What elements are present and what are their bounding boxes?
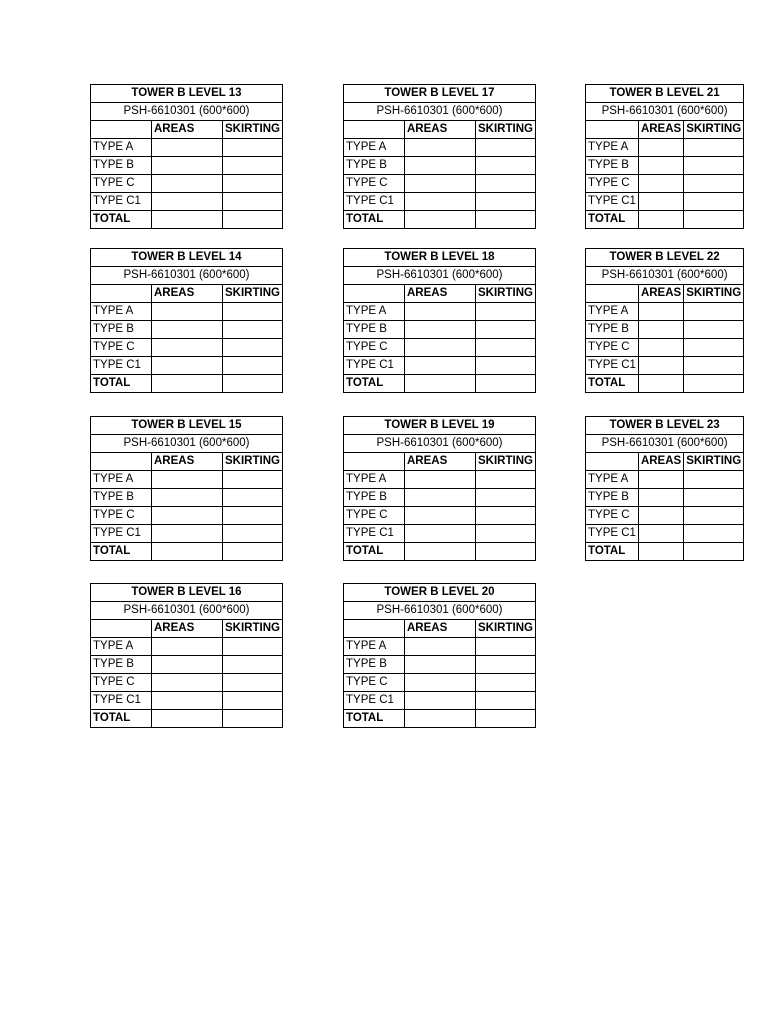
column-header-skirting: SKIRTING [476,285,536,303]
skirting-cell [684,303,744,321]
level-table [343,583,536,728]
skirting-cell [476,525,536,543]
product-code: PSH-6610301 (600*600) [91,602,283,620]
total-label: TOTAL [344,211,405,229]
skirting-cell [223,692,283,710]
skirting-cell [476,303,536,321]
row-label: TYPE B [586,321,639,339]
row-label: TYPE B [91,157,152,175]
skirting-cell [476,638,536,656]
row-label: TYPE C [344,339,405,357]
table-title: TOWER B LEVEL 20 [344,584,536,602]
table-title: TOWER B LEVEL 23 [586,417,744,435]
column-header-skirting: SKIRTING [684,285,744,303]
header-blank-cell [91,453,152,471]
row-label: TYPE C [91,175,152,193]
row-label: TYPE B [91,321,152,339]
skirting-cell [684,193,744,211]
skirting-cell [476,321,536,339]
areas-cell [405,489,476,507]
areas-cell [152,471,223,489]
total-label: TOTAL [344,543,405,561]
table-title: TOWER B LEVEL 17 [344,85,536,103]
skirting-total-cell [476,543,536,561]
row-label: TYPE C [91,339,152,357]
row-label: TYPE A [586,303,639,321]
level-table [90,416,283,561]
column-header-areas: AREAS [152,285,223,303]
column-header-areas: AREAS [638,285,683,303]
areas-cell [638,525,683,543]
skirting-total-cell [476,211,536,229]
header-blank-cell [91,121,152,139]
skirting-cell [223,175,283,193]
skirting-cell [684,175,744,193]
product-code: PSH-6610301 (600*600) [344,602,536,620]
areas-cell [405,303,476,321]
column-header-skirting: SKIRTING [223,620,283,638]
skirting-cell [476,139,536,157]
row-label: TYPE C1 [91,692,152,710]
areas-cell [152,139,223,157]
areas-cell [638,321,683,339]
row-label: TYPE C [586,339,639,357]
skirting-total-cell [223,211,283,229]
areas-cell [152,157,223,175]
areas-cell [152,321,223,339]
row-label: TYPE C1 [586,525,639,543]
areas-total-cell [405,543,476,561]
areas-total-cell [405,211,476,229]
header-blank-cell [344,453,405,471]
skirting-cell [223,303,283,321]
product-code: PSH-6610301 (600*600) [91,103,283,121]
areas-cell [405,656,476,674]
row-label: TYPE B [586,157,639,175]
skirting-cell [476,489,536,507]
skirting-cell [684,525,744,543]
product-code: PSH-6610301 (600*600) [586,435,744,453]
header-blank-cell [586,121,639,139]
product-code: PSH-6610301 (600*600) [91,267,283,285]
skirting-cell [223,656,283,674]
level-table [90,583,283,728]
skirting-cell [476,692,536,710]
row-label: TYPE C1 [586,193,639,211]
column-header-areas: AREAS [638,121,683,139]
areas-cell [638,339,683,357]
areas-total-cell [405,710,476,728]
header-blank-cell [344,620,405,638]
skirting-cell [476,357,536,375]
column-header-skirting: SKIRTING [476,620,536,638]
skirting-cell [476,471,536,489]
row-label: TYPE A [91,139,152,157]
areas-cell [405,525,476,543]
areas-total-cell [405,375,476,393]
table-title: TOWER B LEVEL 15 [91,417,283,435]
areas-total-cell [152,543,223,561]
skirting-cell [476,175,536,193]
row-label: TYPE A [586,139,639,157]
areas-cell [152,507,223,525]
row-label: TYPE C [91,674,152,692]
row-label: TYPE C [586,507,639,525]
skirting-cell [684,489,744,507]
row-label: TYPE B [344,321,405,339]
areas-cell [405,692,476,710]
skirting-total-cell [476,710,536,728]
row-label: TYPE A [344,638,405,656]
skirting-cell [476,157,536,175]
skirting-cell [684,139,744,157]
table-title: TOWER B LEVEL 14 [91,249,283,267]
table-title: TOWER B LEVEL 13 [91,85,283,103]
row-label: TYPE C [91,507,152,525]
areas-total-cell [638,543,683,561]
level-table [343,416,536,561]
areas-cell [638,157,683,175]
row-label: TYPE B [344,489,405,507]
skirting-cell [684,507,744,525]
skirting-cell [223,507,283,525]
row-label: TYPE C1 [586,357,639,375]
areas-cell [638,489,683,507]
row-label: TYPE A [344,139,405,157]
skirting-cell [684,339,744,357]
skirting-cell [223,674,283,692]
row-label: TYPE C1 [344,193,405,211]
areas-total-cell [152,710,223,728]
areas-cell [405,175,476,193]
row-label: TYPE B [344,157,405,175]
areas-cell [152,638,223,656]
row-label: TYPE C [344,175,405,193]
areas-cell [152,489,223,507]
skirting-cell [223,339,283,357]
areas-total-cell [638,211,683,229]
areas-cell [152,175,223,193]
skirting-total-cell [684,375,744,393]
column-header-areas: AREAS [405,620,476,638]
level-table [343,248,536,393]
areas-cell [152,357,223,375]
skirting-cell [476,193,536,211]
row-label: TYPE C1 [344,692,405,710]
level-table [90,84,283,229]
table-title: TOWER B LEVEL 16 [91,584,283,602]
column-header-areas: AREAS [405,453,476,471]
areas-total-cell [152,375,223,393]
column-header-skirting: SKIRTING [223,453,283,471]
total-label: TOTAL [586,543,639,561]
product-code: PSH-6610301 (600*600) [344,267,536,285]
header-blank-cell [586,285,639,303]
areas-total-cell [152,211,223,229]
column-header-areas: AREAS [152,121,223,139]
column-header-areas: AREAS [638,453,683,471]
row-label: TYPE C1 [344,525,405,543]
areas-cell [405,674,476,692]
areas-cell [638,175,683,193]
areas-cell [405,157,476,175]
product-code: PSH-6610301 (600*600) [91,435,283,453]
skirting-cell [223,357,283,375]
row-label: TYPE C1 [344,357,405,375]
row-label: TYPE B [344,656,405,674]
skirting-cell [476,339,536,357]
areas-cell [405,139,476,157]
column-header-skirting: SKIRTING [223,121,283,139]
column-header-areas: AREAS [405,285,476,303]
header-blank-cell [586,453,639,471]
skirting-cell [684,321,744,339]
total-label: TOTAL [586,211,639,229]
skirting-cell [223,321,283,339]
table-title: TOWER B LEVEL 22 [586,249,744,267]
skirting-total-cell [476,375,536,393]
skirting-cell [476,507,536,525]
skirting-cell [684,471,744,489]
row-label: TYPE A [344,471,405,489]
skirting-cell [223,139,283,157]
areas-cell [405,321,476,339]
level-table [585,84,744,229]
total-label: TOTAL [91,543,152,561]
row-label: TYPE C1 [91,525,152,543]
row-label: TYPE C [586,175,639,193]
row-label: TYPE B [586,489,639,507]
areas-cell [152,656,223,674]
skirting-total-cell [223,543,283,561]
row-label: TYPE C [344,507,405,525]
skirting-cell [684,357,744,375]
skirting-cell [223,193,283,211]
column-header-areas: AREAS [152,453,223,471]
skirting-total-cell [223,375,283,393]
row-label: TYPE A [91,471,152,489]
product-code: PSH-6610301 (600*600) [344,103,536,121]
column-header-skirting: SKIRTING [223,285,283,303]
table-title: TOWER B LEVEL 19 [344,417,536,435]
column-header-areas: AREAS [405,121,476,139]
header-blank-cell [91,620,152,638]
areas-cell [152,525,223,543]
skirting-cell [223,471,283,489]
areas-cell [405,507,476,525]
level-table [90,248,283,393]
column-header-skirting: SKIRTING [476,121,536,139]
skirting-cell [476,656,536,674]
table-title: TOWER B LEVEL 21 [586,85,744,103]
row-label: TYPE C1 [91,357,152,375]
areas-cell [638,193,683,211]
areas-cell [638,303,683,321]
skirting-cell [476,674,536,692]
areas-cell [152,339,223,357]
skirting-cell [223,489,283,507]
column-header-areas: AREAS [152,620,223,638]
header-blank-cell [344,121,405,139]
skirting-total-cell [684,543,744,561]
total-label: TOTAL [91,375,152,393]
areas-cell [405,357,476,375]
skirting-cell [223,638,283,656]
level-table [585,248,744,393]
level-table [343,84,536,229]
product-code: PSH-6610301 (600*600) [344,435,536,453]
areas-cell [638,139,683,157]
row-label: TYPE A [344,303,405,321]
skirting-cell [223,525,283,543]
areas-cell [405,339,476,357]
row-label: TYPE C1 [91,193,152,211]
product-code: PSH-6610301 (600*600) [586,267,744,285]
total-label: TOTAL [344,375,405,393]
total-label: TOTAL [91,710,152,728]
total-label: TOTAL [91,211,152,229]
areas-total-cell [638,375,683,393]
column-header-skirting: SKIRTING [684,121,744,139]
skirting-total-cell [223,710,283,728]
row-label: TYPE C [344,674,405,692]
row-label: TYPE B [91,656,152,674]
product-code: PSH-6610301 (600*600) [586,103,744,121]
areas-cell [638,357,683,375]
areas-cell [152,674,223,692]
areas-cell [638,507,683,525]
total-label: TOTAL [344,710,405,728]
skirting-total-cell [684,211,744,229]
skirting-cell [223,157,283,175]
level-table [585,416,744,561]
areas-cell [405,471,476,489]
areas-cell [405,193,476,211]
areas-cell [152,193,223,211]
areas-cell [152,303,223,321]
areas-cell [405,638,476,656]
row-label: TYPE A [91,303,152,321]
total-label: TOTAL [586,375,639,393]
table-title: TOWER B LEVEL 18 [344,249,536,267]
row-label: TYPE A [586,471,639,489]
row-label: TYPE A [91,638,152,656]
column-header-skirting: SKIRTING [684,453,744,471]
header-blank-cell [344,285,405,303]
areas-cell [638,471,683,489]
column-header-skirting: SKIRTING [476,453,536,471]
skirting-cell [684,157,744,175]
areas-cell [152,692,223,710]
header-blank-cell [91,285,152,303]
row-label: TYPE B [91,489,152,507]
